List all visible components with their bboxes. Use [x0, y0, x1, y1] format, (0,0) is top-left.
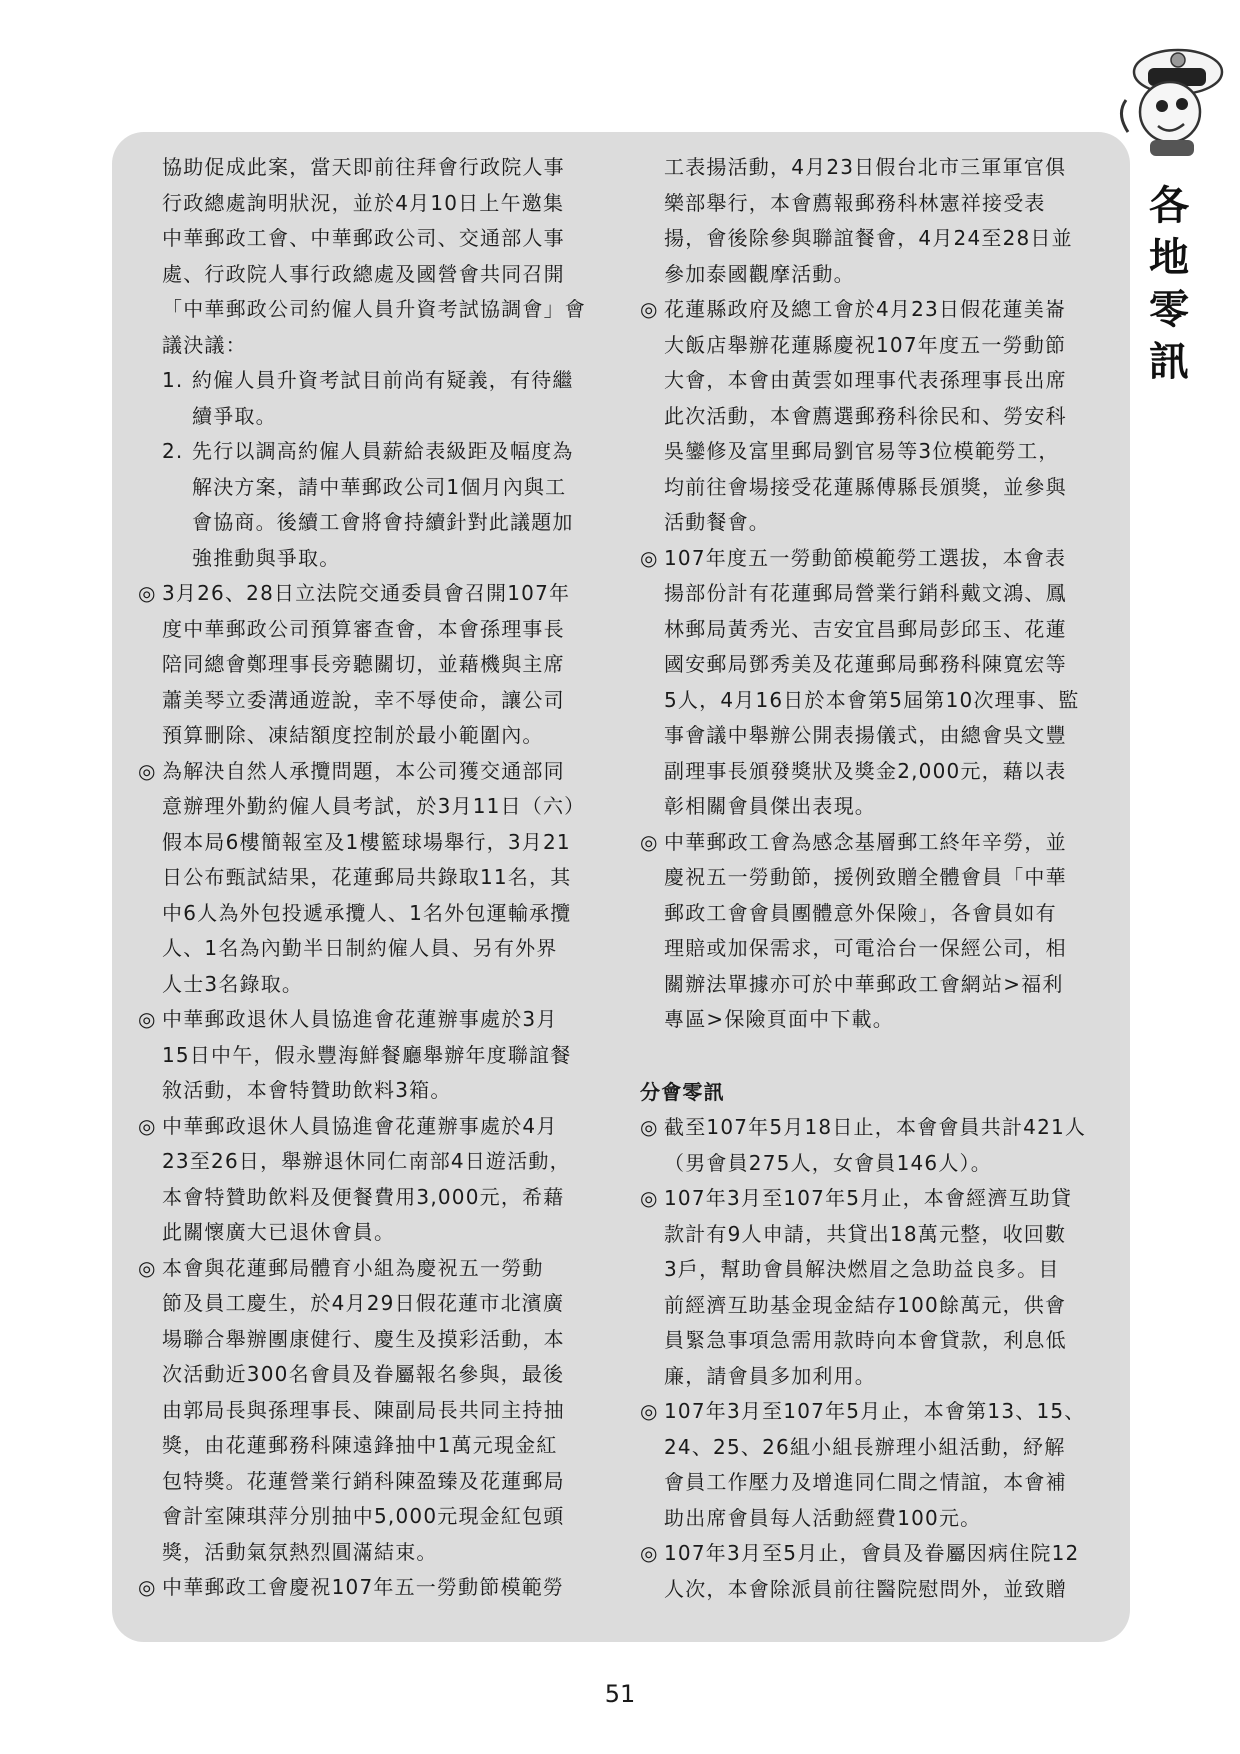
text-line: 度中華郵政公司預算審查會，本會孫理事長	[162, 616, 565, 641]
news-item	[138, 1570, 610, 1606]
section-title-vertical	[1143, 180, 1195, 388]
text-line: 107年3月至107年5月止，本會經濟互助貸	[664, 1186, 1073, 1210]
text-line: 大會，本會由黃雲如理事代表孫理事長出席	[664, 368, 1067, 392]
news-item	[138, 754, 610, 1003]
text-line: 3戶，幫助會員解決燃眉之急助益良多。目	[664, 1257, 1060, 1281]
bullet-mark-icon: ◎	[640, 1399, 659, 1423]
text-line: 事會議中舉辦公開表揚儀式，由總會吳文豐	[664, 723, 1067, 747]
text-line: 參加泰國觀摩活動。	[664, 261, 855, 286]
intro-paragraph	[138, 150, 610, 363]
bullet-mark-icon: ◎	[640, 1186, 659, 1210]
bullet-mark-icon: ◎	[138, 1575, 157, 1599]
title-char: 各	[1149, 182, 1189, 229]
title-char: 地	[1149, 234, 1189, 281]
text-line: 獎，由花蓮郵務科陳遠鋒抽中1萬元現金紅	[162, 1433, 558, 1457]
text-line: 彰相關會員傑出表現。	[664, 794, 876, 818]
text-line: 次活動近300名會員及眷屬報名參與，最後	[162, 1362, 565, 1386]
text-line: 均前往會場接受花蓮縣傅縣長頒獎，並參與	[664, 474, 1067, 499]
text-line: 助出席會員每人活動經費100元。	[664, 1505, 982, 1530]
text-line: 解決方案，請中華郵政公司1個月內與工	[192, 474, 567, 499]
text-line: 中6人為外包投遞承攬人、1名外包運輸承攬	[162, 900, 572, 925]
text-line: 人士3名錄取。	[162, 971, 304, 996]
text-line: 人次，本會除派員前往醫院慰問外，並致贈	[664, 1576, 1067, 1601]
text-line: 中華郵政工會為感念基層郵工終年辛勞，並	[664, 829, 1067, 854]
section-gap	[640, 1038, 1114, 1056]
text-line: 節及員工慶生，於4月29日假花蓮市北濱廣	[162, 1291, 565, 1315]
bullet-mark-icon: ◎	[138, 581, 157, 605]
text-line: 假本局6樓簡報室及1樓籃球場舉行，3月21	[162, 829, 571, 854]
bullet-mark-icon: ◎	[640, 829, 659, 854]
bullet-mark-icon: ◎	[138, 1007, 157, 1031]
branch-news-item	[640, 1536, 1114, 1607]
text-line: 23至26日，舉辦退休同仁南部4日遊活動，	[162, 1149, 571, 1173]
text-line: 員緊急事項急需用款時向本會貸款，利息低	[664, 1328, 1067, 1352]
bullet-mark-icon: ◎	[138, 1113, 157, 1138]
text-line: 會員工作壓力及增進同仁間之情誼，本會補	[664, 1470, 1067, 1494]
text-line: 中華郵政退休人員協進會花蓮辦事處於4月	[162, 1113, 558, 1138]
branch-news-item	[640, 1394, 1114, 1536]
text-line: 議決議：	[162, 332, 247, 357]
text-line: 款計有9人申請，共貸出18萬元整，收回數	[664, 1221, 1067, 1246]
continued-paragraph	[640, 150, 1114, 292]
text-line: 敘活動，本會特贊助飲料3箱。	[162, 1078, 452, 1102]
bullet-mark-icon: ◎	[138, 1255, 157, 1280]
text-line: 續爭取。	[192, 403, 277, 428]
postman-mascot-icon	[1108, 40, 1230, 158]
text-line: 處、行政院人事行政總處及國營會共同召開	[162, 261, 565, 286]
text-line: 中華郵政工會、中華郵政公司、交通部人事	[162, 226, 565, 250]
news-item	[640, 292, 1114, 541]
text-line: 會協商。後續工會將會持續針對此議題加	[192, 510, 574, 534]
text-line: 專區>保險頁面中下載。	[664, 1007, 894, 1031]
text-line: 先行以調高約僱人員薪給表級距及幅度為	[192, 439, 574, 463]
left-column	[138, 150, 610, 1606]
text-line: 截至107年5月18日止，本會會員共計421人	[664, 1115, 1087, 1139]
bullet-mark-icon: ◎	[640, 1541, 659, 1565]
text-line: 大飯店舉辦花蓮縣慶祝107年度五一勞動節	[664, 332, 1067, 357]
text-line: 蕭美琴立委溝通遊說，幸不辱使命，讓公司	[162, 687, 565, 712]
text-line: 揚部份計有花蓮郵局營業行銷科戴文鴻、鳳	[664, 581, 1067, 605]
text-line: 本會特贊助飲料及便餐費用3,000元，希藉	[162, 1184, 565, 1209]
resolution-number: 2.	[162, 439, 184, 463]
text-line: 林郵局黃秀光、吉安宜昌郵局彭邱玉、花蓮	[664, 616, 1067, 641]
bullet-mark-icon: ◎	[640, 297, 659, 321]
text-line: 工表揚活動，4月23日假台北市三軍軍官俱	[664, 155, 1067, 179]
text-line: 中華郵政退休人員協進會花蓮辦事處於3月	[162, 1007, 558, 1031]
text-line: 由郭局長與孫理事長、陳副局長共同主持抽	[162, 1397, 565, 1422]
text-line: 107年度五一勞動節模範勞工選拔，本會表	[664, 545, 1067, 570]
right-column	[640, 150, 1114, 1607]
text-line: 行政總處詢明狀況，並於4月10日上午邀集	[162, 190, 565, 215]
text-line: 「中華郵政公司約僱人員升資考試協調會」會	[162, 297, 586, 321]
news-item	[640, 541, 1114, 825]
text-line: 獎，活動氣氛熱烈圓滿結束。	[162, 1539, 438, 1564]
text-line: 前經濟互助基金現金結存100餘萬元，供會	[664, 1292, 1067, 1317]
text-line: 107年3月至107年5月止，本會第13、15、	[664, 1399, 1086, 1423]
bullet-mark-icon: ◎	[640, 1115, 659, 1139]
news-item	[640, 825, 1114, 1038]
text-line: 花蓮縣政府及總工會於4月23日假花蓮美崙	[664, 297, 1067, 321]
branch-news-item	[640, 1110, 1114, 1181]
news-item	[138, 1002, 610, 1109]
text-line: 理賠或加保需求，可電洽台一保經公司，相	[664, 936, 1067, 960]
text-line: 107年3月至5月止，會員及眷屬因病住院12	[664, 1541, 1080, 1565]
bullet-mark-icon: ◎	[640, 545, 659, 570]
text-line: 為解決自然人承攬問題，本公司獲交通部同	[162, 758, 565, 783]
text-line: 國安郵局鄧秀美及花蓮郵局郵務科陳寬宏等	[664, 652, 1067, 676]
text-line: 協助促成此案，當天即前往拜會行政院人事	[162, 155, 565, 179]
resolution-item	[138, 363, 610, 434]
text-line: 場聯合舉辦團康健行、慶生及摸彩活動，本	[162, 1326, 565, 1351]
text-line: 樂部舉行，本會薦報郵務科林憲祥接受表	[664, 190, 1046, 215]
text-line: 意辦理外勤約僱人員考試，於3月11日（六）	[162, 794, 586, 818]
page-number: 51	[604, 1680, 636, 1708]
text-line: （男會員275人，女會員146人）。	[664, 1150, 992, 1175]
text-line: 日公布甄試結果，花蓮郵局共錄取11名，其	[162, 865, 572, 889]
text-line: 約僱人員升資考試目前尚有疑義，有待繼	[192, 368, 574, 392]
text-line: 中華郵政工會慶祝107年五一勞動節模範勞	[162, 1575, 565, 1599]
branch-news-item	[640, 1181, 1114, 1394]
text-line: 包特獎。花蓮營業行銷科陳盈臻及花蓮郵局	[162, 1468, 565, 1493]
news-item	[138, 1251, 610, 1571]
news-item	[138, 1109, 610, 1251]
text-line: 預算刪除、凍結額度控制於最小範圍內。	[162, 723, 544, 747]
title-char: 零	[1149, 286, 1189, 333]
text-line: 廉，請會員多加利用。	[664, 1363, 876, 1388]
title-char: 訊	[1149, 338, 1189, 385]
text-line: 此關懷廣大已退休會員。	[162, 1220, 396, 1244]
resolution-number: 1.	[162, 368, 184, 392]
bullet-mark-icon: ◎	[138, 758, 157, 783]
text-line: 3月26、28日立法院交通委員會召開107年	[162, 581, 571, 605]
resolution-item	[138, 434, 610, 576]
text-line: 吳鑾修及富里郵局劉官易等3位模範勞工，	[664, 439, 1060, 463]
text-line: 人、1名為內勤半日制約僱人員、另有外界	[162, 936, 558, 960]
text-line: 陪同總會鄭理事長旁聽關切，並藉機與主席	[162, 652, 565, 676]
text-line: 副理事長頒發獎狀及獎金2,000元，藉以表	[664, 758, 1067, 783]
text-line: 5人，4月16日於本會第5屆第10次理事、監	[664, 687, 1080, 712]
text-line: 此次活動，本會薦選郵務科徐民和、勞安科	[664, 403, 1067, 428]
section-heading: 分會零訊	[640, 1079, 725, 1104]
text-line: 慶祝五一勞動節，援例致贈全體會員「中華	[664, 865, 1067, 889]
news-item	[138, 576, 610, 754]
text-line: 活動餐會。	[664, 510, 770, 534]
text-line: 強推動與爭取。	[192, 545, 341, 570]
text-line: 15日中午，假永豐海鮮餐廳舉辦年度聯誼餐	[162, 1042, 572, 1067]
text-line: 郵政工會會員團體意外保險」，各會員如有	[664, 900, 1057, 925]
text-line: 24、25、26組小組長辦理小組活動，紓解	[664, 1434, 1066, 1459]
text-line: 關辦法單據亦可於中華郵政工會網站>福利	[664, 971, 1064, 996]
text-line: 本會與花蓮郵局體育小組為慶祝五一勞動	[162, 1255, 544, 1280]
text-line: 會計室陳琪萍分別抽中5,000元現金紅包頭	[162, 1504, 565, 1528]
text-line: 揚，會後除參與聯誼餐會，4月24至28日並	[664, 226, 1073, 250]
